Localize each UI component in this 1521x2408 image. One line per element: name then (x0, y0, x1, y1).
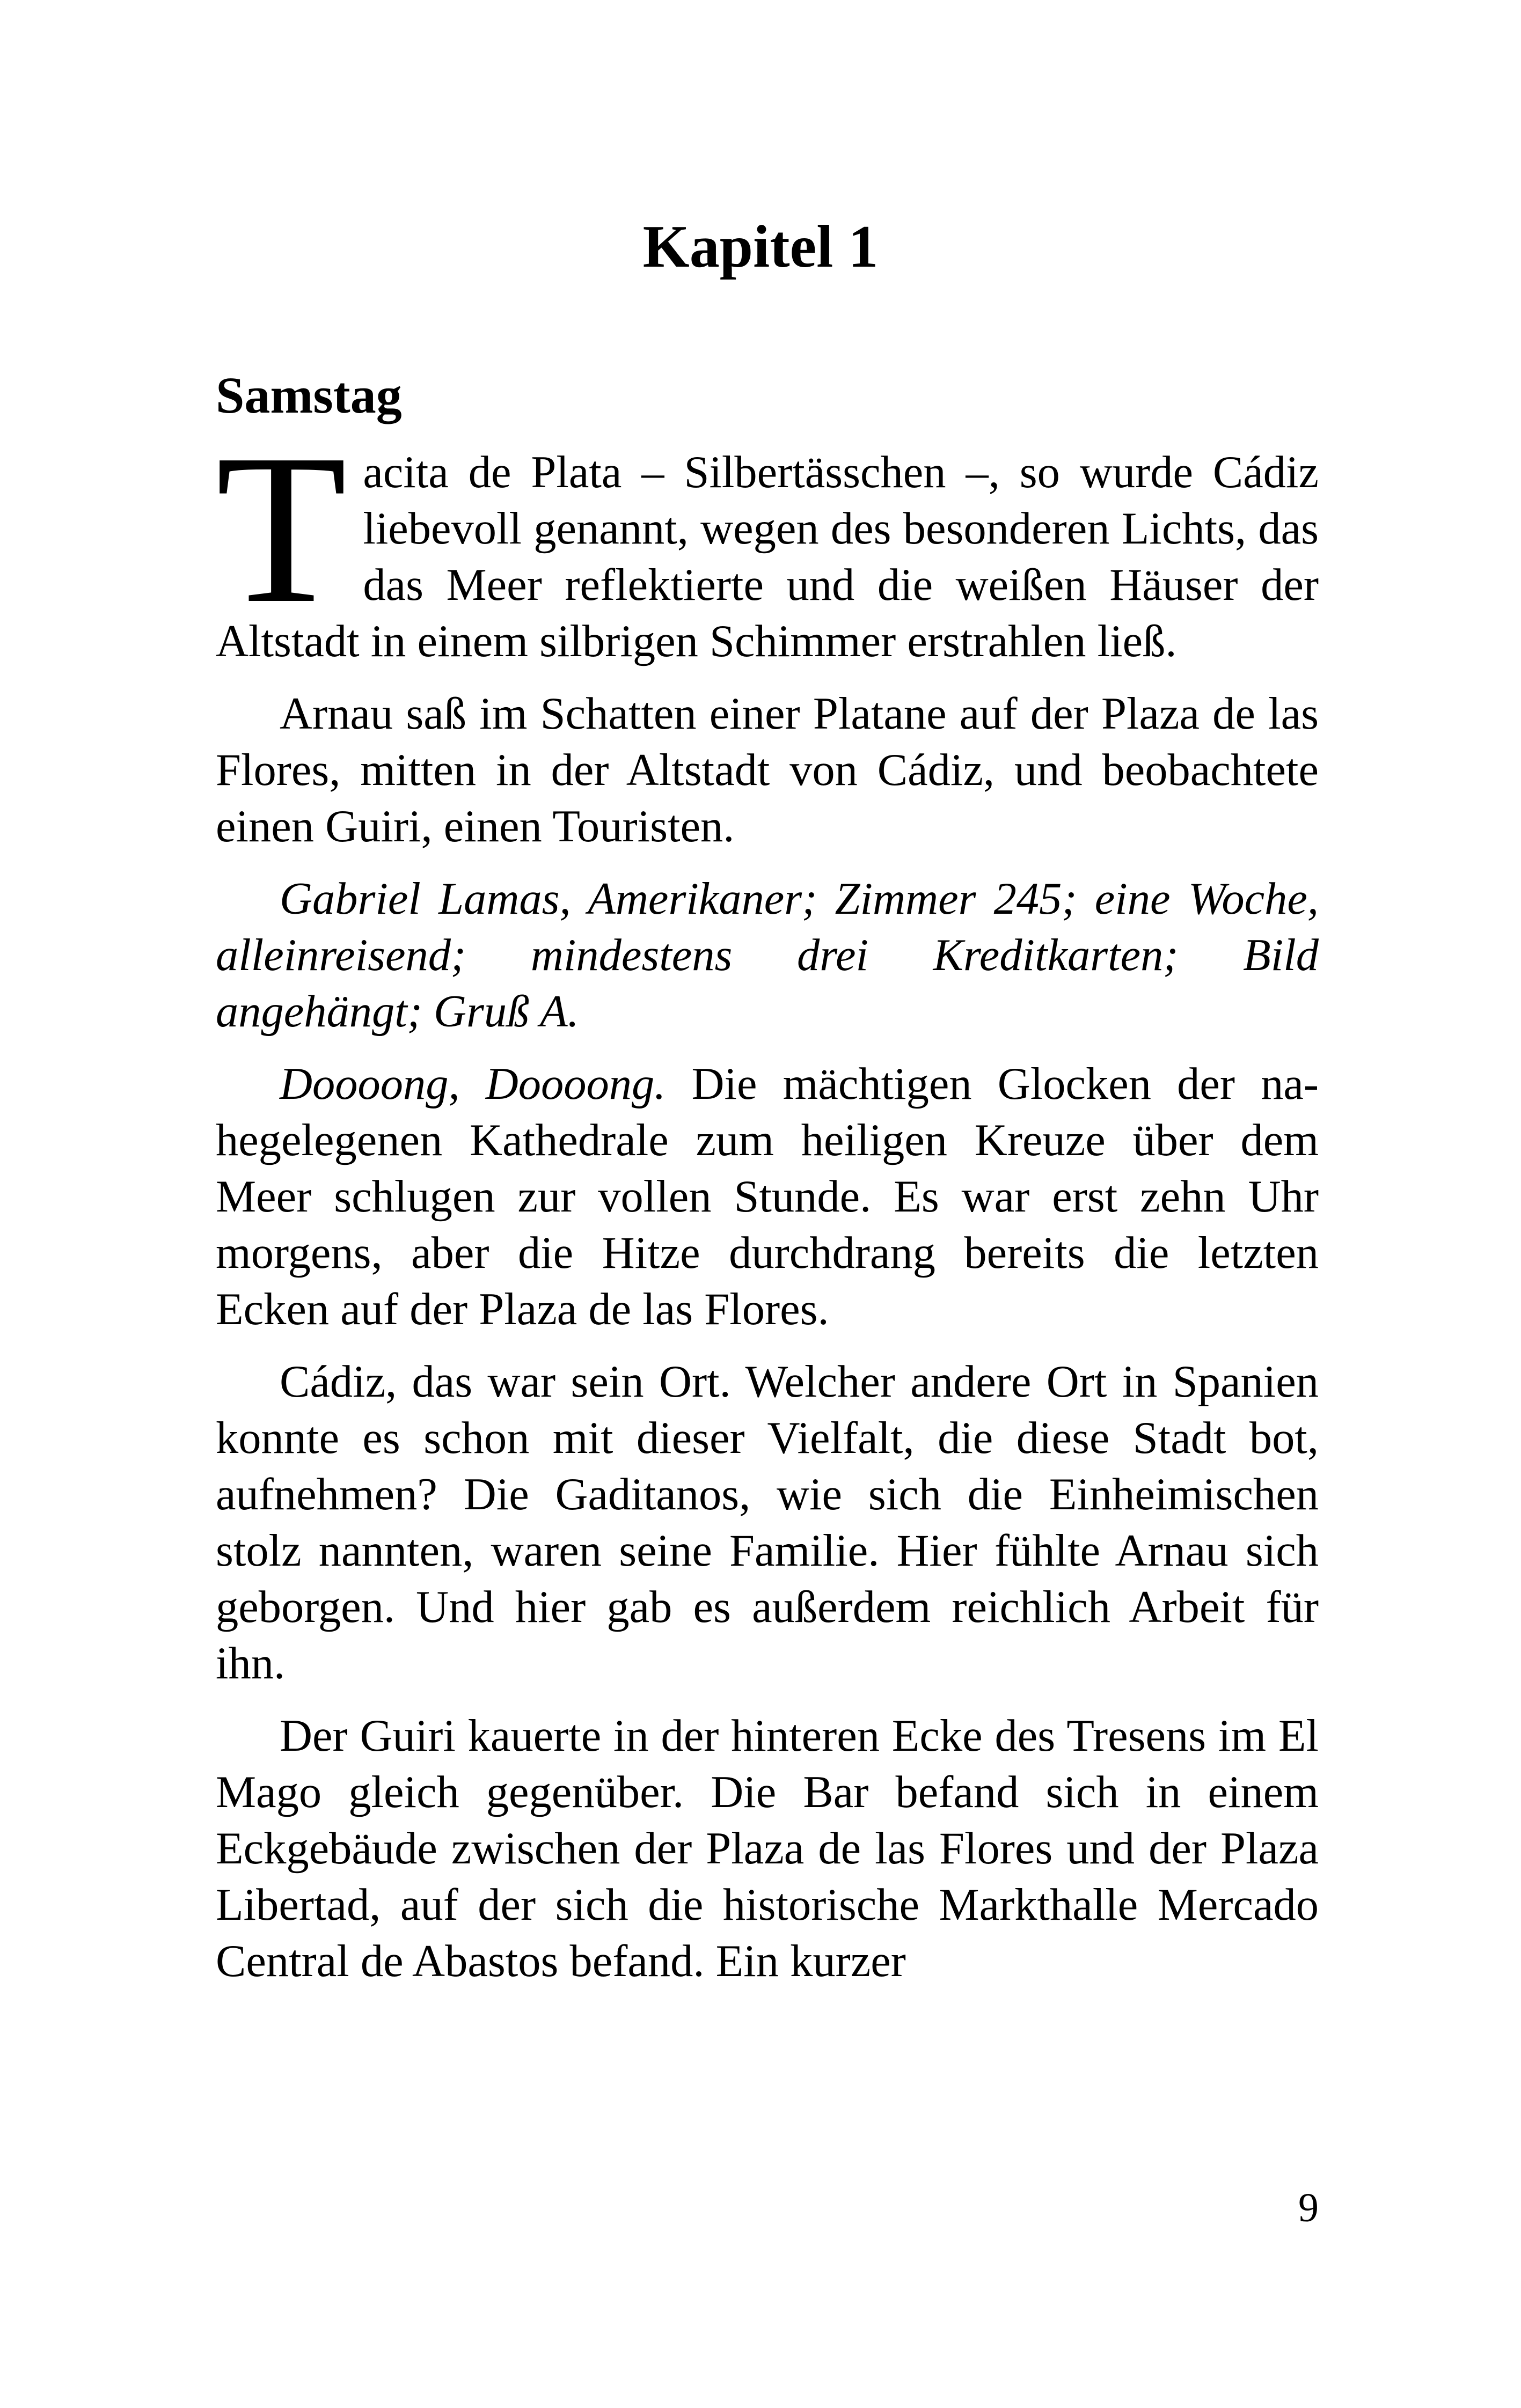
paragraph-1 (216, 410, 1319, 670)
paragraph-2: Arnau saß im Schatten einer Platane auf der Plaza de las Flores, mitten in der Altstadt von Cádiz, und beobachtete einen Guiri, einen Touristen. (216, 689, 1319, 851)
chapter-title: Kapitel 1 (642, 214, 879, 280)
paragraph-4 (216, 1056, 1319, 1338)
paragraph-6: Der Guiri kauerte in der hinteren Ecke des Tresens im El Mago gleich gegenüber. Die Bar befand sich in einem Eckgebäude zwischen der Plaza de las Flores und der Plaza Libertad, auf der sich die historische Markthalle Mercado Central de Abastos befand. Ein kurzer (216, 1711, 1319, 1986)
paragraph-1-text: acita de Plata – Silbertässchen –, so wurde Cádiz liebevoll genannt, wegen des besonderen Lichts, das das Meer reflektierte und die weißen Häuser der Altstadt in einem silbrigen Schimmer erstrahlen ließ. (216, 447, 1319, 666)
section-heading: Samstag (216, 366, 402, 424)
paragraph-3-italic: Gabriel Lamas, Amerikaner; Zimmer 245; eine Woche, alleinreisend; mindestens drei Kreditkarten; Bild angehängt; Gruß A. (216, 874, 1319, 1037)
paragraph-4-text: Die mächtigen Glocken der nahegelegenen Kathedrale zum heiligen Kreuze über dem Meer schlugen zur vollen Stunde. Es war erst zehn Uhr morgens, aber die Hitze durchdrang bereits die letzten Ecken auf der Plaza de las Flores. (216, 1059, 1319, 1334)
paragraph-5: Cádiz, das war sein Ort. Welcher andere Ort in Spanien konnte es schon mit dieser Vielfalt, die diese Stadt bot, aufnehmen? Die Gaditanos, wie sich die Einheimischen stolz nannten, waren seine Familie. Hier fühlte Arnau sich geborgen. Und hier gab es außerdem reichlich Arbeit für ihn. (216, 1357, 1319, 1688)
body-text (216, 410, 1319, 2006)
paragraph-4-italic: Doooong, Doooong. (280, 1059, 666, 1109)
page-number: 9 (1298, 2185, 1319, 2230)
drop-cap: T (216, 410, 347, 648)
